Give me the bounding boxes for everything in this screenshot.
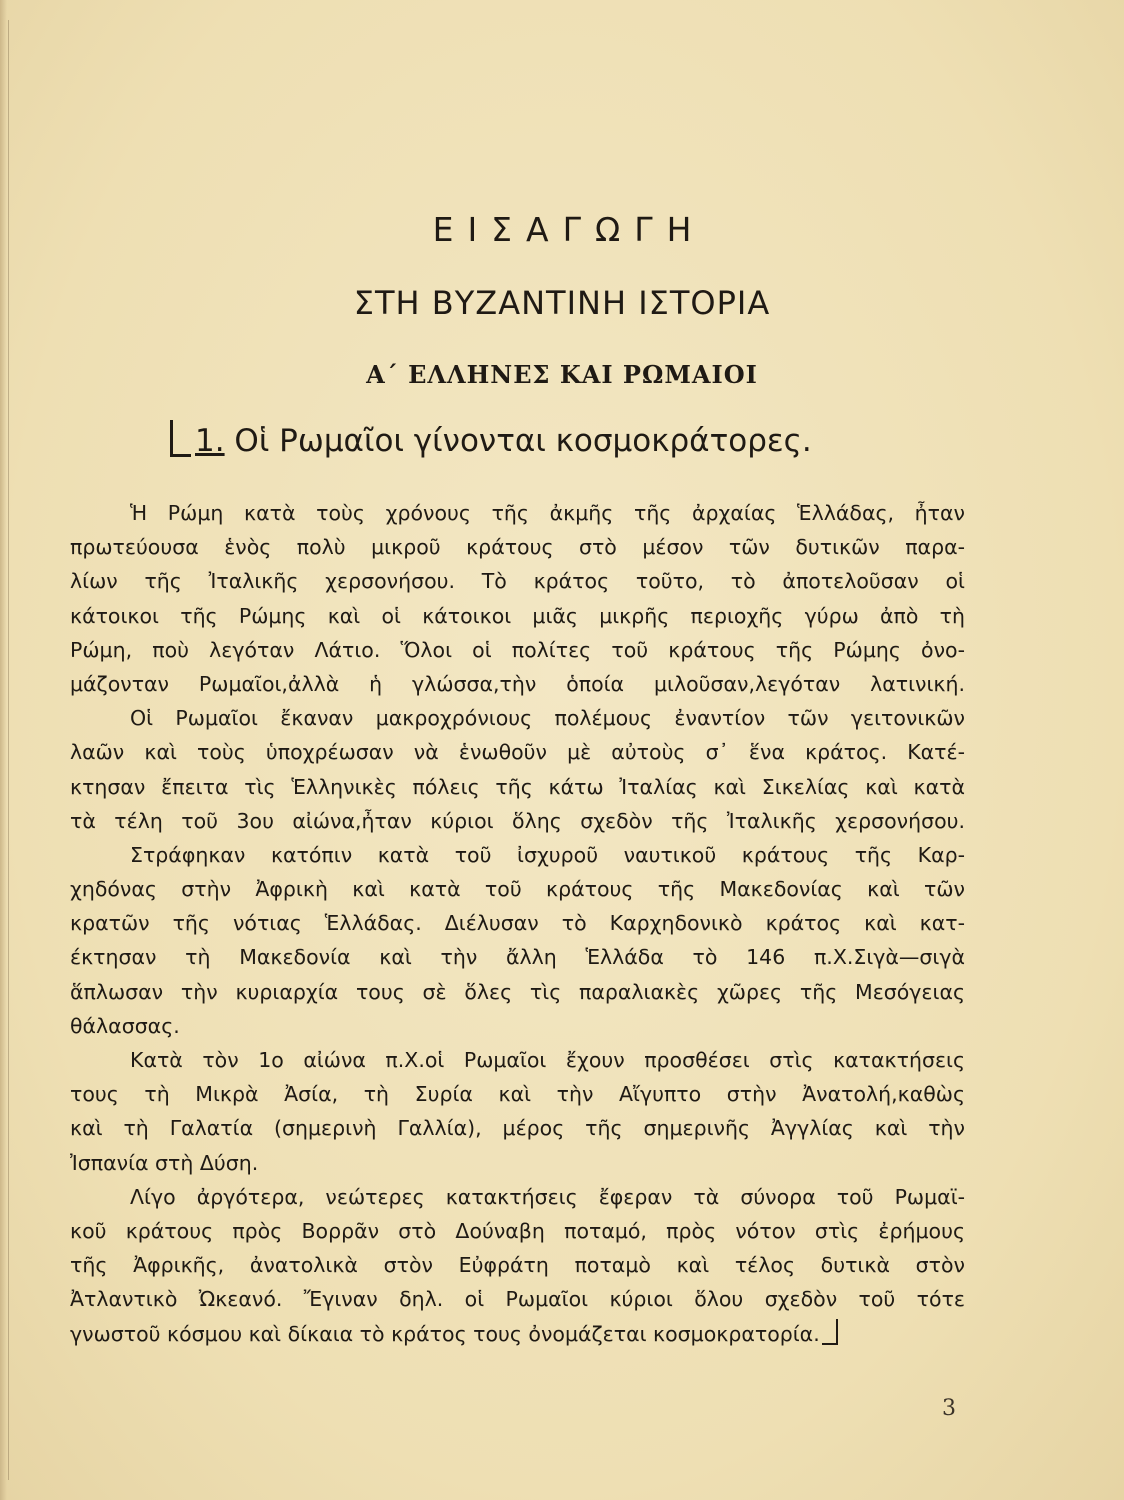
text-line: πρωτεύουσα ἑνὸς πολὺ μικροῦ κράτους στὸ μέσον τῶν δυτικῶν παρα- — [70, 535, 965, 560]
text-line: τῆς Ἀφρικῆς, ἀνατολικὰ στὸν Εὐφράτη ποταμὸ καὶ τέλος δυτικὰ στὸν — [70, 1253, 965, 1278]
text-line: Οἱ Ρωμαῖοι ἔκαναν μακροχρόνιους πολέμους ἐναντίον τῶν γειτονικῶν — [130, 706, 965, 731]
text-line: Στράφηκαν κατόπιν κατὰ τοῦ ἰσχυροῦ ναυτικοῦ κράτους τῆς Καρ- — [130, 842, 965, 867]
text-line: Ρώμη, ποὺ λεγόταν Λάτιο. Ὅλοι οἱ πολίτες τοῦ κράτους τῆς Ρώμης ὀνο- — [70, 637, 965, 662]
text-line: κοῦ κράτους πρὸς Βορρᾶν στὸ Δούναβη ποταμό, πρὸς νότον στὶς ἐρήμους — [70, 1218, 965, 1243]
text-line: μάζονταν Ρωμαῖοι,ἀλλὰ ἡ γλώσσα,τὴν ὁποία μιλοῦσαν,λεγόταν λατινική. — [70, 671, 965, 696]
text-line: καὶ τὴ Γαλατία (σημερινὴ Γαλλία), μέρος τῆς σημερινῆς Ἀγγλίας καὶ τὴν — [70, 1116, 965, 1141]
text-line: τους τὴ Μικρὰ Ἀσία, τὴ Συρία καὶ τὴν Αἴγυπτο στὴν Ἀνατολή,καθὼς — [70, 1082, 965, 1107]
text-line: κάτοικοι τῆς Ρώμης καὶ οἱ κάτοικοι μιᾶς μικρῆς περιοχῆς γύρω ἀπὸ τὴ — [70, 603, 965, 628]
text-line: Ἀτλαντικὸ Ὠκεανό. Ἔγιναν δηλ. οἱ Ρωμαῖοι κύριοι ὅλου σχεδὸν τοῦ τότε — [70, 1287, 965, 1312]
text-line: Ἰσπανία στὴ Δύση. — [70, 1150, 259, 1175]
text-line: λαῶν καὶ τοὺς ὑποχρέωσαν νὰ ἑνωθοῦν μὲ αὐτοὺς σ᾽ ἕνα κράτος. Κατέ- — [70, 740, 965, 765]
text-line-final — [70, 1317, 965, 1351]
text-line: έκτησαν τὴ Μακεδονία καὶ τὴν ἄλλη Ἑλλάδα τὸ 146 π.Χ.Σιγὰ—σιγὰ — [70, 945, 965, 970]
section-heading — [170, 420, 812, 459]
chapter-title: ΕΙΣΑΓΩΓΗ — [432, 210, 706, 249]
end-bracket-icon — [822, 1319, 838, 1345]
section-title: Οἱ Ρωμαῖοι γίνονται κοσμοκράτορες. — [224, 423, 812, 459]
text-line: Ἡ Ρώμη κατὰ τοὺς χρόνους τῆς ἀκμῆς τῆς ἀρχαίας Ἑλλάδας, ἦταν — [130, 501, 965, 525]
text-line: γνωστοῦ κόσμου καὶ δίκαια τὸ κράτος τους ὀνομάζεται κοσμοκρατορία. — [70, 1321, 820, 1346]
text-line: Κατὰ τὸν 1ο αἰώνα π.Χ.οἱ Ρωμαῖοι ἔχουν προσθέσει στὶς κατακτήσεις — [130, 1048, 965, 1072]
text-line: ἅπλωσαν τὴν κυριαρχία τους σὲ ὅλες τὶς παραλιακὲς χῶρες τῆς Μεσόγειας — [70, 979, 965, 1004]
text-line: λίων τῆς Ἰταλικῆς χερσονήσου. Τὸ κράτος τοῦτο, τὸ ἀποτελοῦσαν οἱ — [70, 569, 965, 594]
body-text — [70, 496, 965, 1351]
text-line: θάλασσας. — [70, 1013, 180, 1038]
text-line: χηδόνας στὴν Ἀφρικὴ καὶ κατὰ τοῦ κράτους τῆς Μακεδονίας καὶ τῶν — [70, 877, 965, 902]
part-heading: Α΄ ΕΛΛΗΝΕΣ ΚΑΙ ΡΩΜΑΙΟΙ — [366, 360, 758, 389]
text-line: κρατῶν τῆς νότιας Ἑλλάδας. Διέλυσαν τὸ Καρχηδονικὸ κράτος καὶ κατ- — [70, 911, 965, 936]
text-line: τὰ τέλη τοῦ 3ου αἰώνα,ἦταν κύριοι ὅλης σχεδὸν τῆς Ἰταλικῆς χερσονήσου. — [70, 808, 965, 833]
section-number: 1. — [195, 423, 225, 459]
chapter-subtitle: ΣΤΗ ΒΥΖΑΝΤΙΝΗ ΙΣΤΟΡΙΑ — [353, 284, 771, 322]
bracket-mark-icon — [170, 420, 191, 457]
text-line: Λίγο ἀργότερα, νεώτερες κατακτήσεις ἔφεραν τὰ σύνορα τοῦ Ρωμαϊ- — [130, 1184, 965, 1209]
text-line: κτησαν ἔπειτα τὶς Ἑλληνικὲς πόλεις τῆς κάτω Ἰταλίας καὶ Σικελίας καὶ κατὰ — [70, 774, 965, 799]
page-number: 3 — [942, 1396, 956, 1421]
